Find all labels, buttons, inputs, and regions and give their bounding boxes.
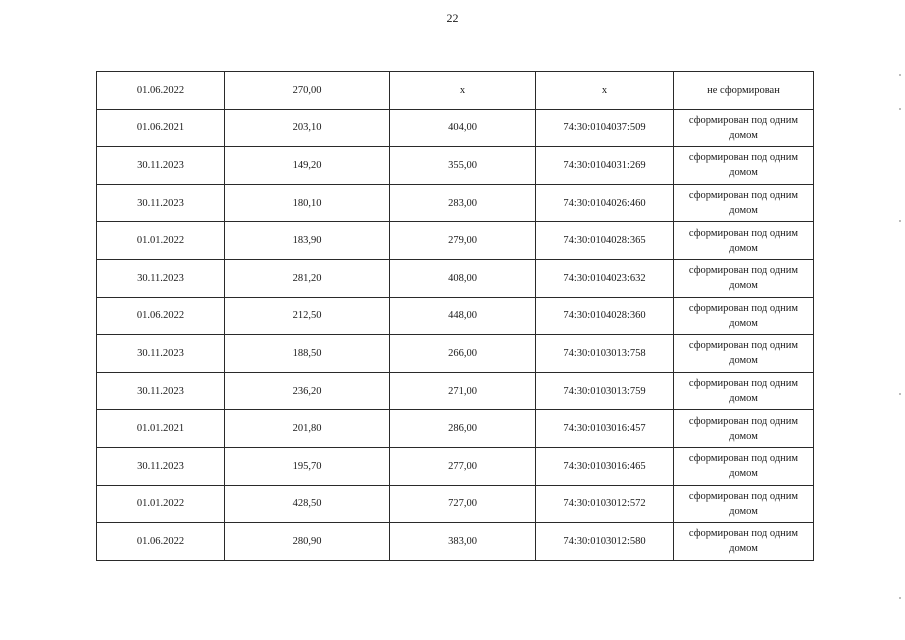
cell-value-1: 201,80 <box>225 410 390 448</box>
cell-cadastral-number: 74:30:0103012:580 <box>536 523 674 561</box>
cell-value-1: 149,20 <box>225 147 390 185</box>
table-row <box>97 72 814 110</box>
cell-status <box>674 447 814 485</box>
cell-date: 01.06.2021 <box>97 109 225 147</box>
cell-value-1: 236,20 <box>225 372 390 410</box>
cell-value-2: 286,00 <box>390 410 536 448</box>
page-number: 22 <box>446 11 459 25</box>
data-table <box>96 71 814 561</box>
table-row <box>97 410 814 448</box>
cell-cadastral-number: 74:30:0104028:365 <box>536 222 674 260</box>
table-row <box>97 222 814 260</box>
cell-cadastral-number: 74:30:0104037:509 <box>536 109 674 147</box>
cell-value-1: 195,70 <box>225 447 390 485</box>
cell-value-1: 428,50 <box>225 485 390 523</box>
cell-date: 30.11.2023 <box>97 259 225 297</box>
status-text: сформирован под одним домом <box>688 114 799 141</box>
cell-status <box>674 297 814 335</box>
cell-status <box>674 147 814 185</box>
cell-status <box>674 72 814 110</box>
table-row <box>97 109 814 147</box>
cell-value-1: 188,50 <box>225 335 390 373</box>
status-text: сформирован под одним домом <box>688 302 799 329</box>
scan-edge-mark <box>899 74 901 76</box>
table-row <box>97 523 814 561</box>
cell-date: 01.01.2021 <box>97 410 225 448</box>
cell-date: 30.11.2023 <box>97 147 225 185</box>
status-text: сформирован под одним домом <box>688 415 799 442</box>
cell-value-2: 448,00 <box>390 297 536 335</box>
cell-cadastral-number: 74:30:0103013:758 <box>536 335 674 373</box>
cell-value-2: 727,00 <box>390 485 536 523</box>
cell-date: 30.11.2023 <box>97 335 225 373</box>
cell-value-1: 280,90 <box>225 523 390 561</box>
cell-cadastral-number: 74:30:0103016:457 <box>536 410 674 448</box>
cell-date: 01.01.2022 <box>97 222 225 260</box>
cell-date: 30.11.2023 <box>97 447 225 485</box>
cell-status <box>674 372 814 410</box>
cell-cadastral-number: 74:30:0104031:269 <box>536 147 674 185</box>
status-text: сформирован под одним домом <box>688 490 799 517</box>
table-row <box>97 259 814 297</box>
cell-cadastral-number: 74:30:0104026:460 <box>536 184 674 222</box>
table-row <box>97 335 814 373</box>
cell-status <box>674 335 814 373</box>
cell-status <box>674 184 814 222</box>
cell-cadastral-number: 74:30:0103013:759 <box>536 372 674 410</box>
cell-status <box>674 523 814 561</box>
cell-cadastral-number: 74:30:0104023:632 <box>536 259 674 297</box>
cell-value-2: 383,00 <box>390 523 536 561</box>
status-text: сформирован под одним домом <box>688 227 799 254</box>
scan-edge-mark <box>899 393 901 395</box>
status-text: сформирован под одним домом <box>688 340 799 367</box>
table-row <box>97 447 814 485</box>
table-row <box>97 372 814 410</box>
cell-status <box>674 259 814 297</box>
status-text: сформирован под одним домом <box>688 453 799 480</box>
cell-value-1: 281,20 <box>225 259 390 297</box>
cell-status <box>674 485 814 523</box>
cell-cadastral-number: 74:30:0104028:360 <box>536 297 674 335</box>
cell-value-2: 283,00 <box>390 184 536 222</box>
cell-cadastral-number: 74:30:0103012:572 <box>536 485 674 523</box>
data-table-body <box>97 72 814 561</box>
status-text: сформирован под одним домом <box>688 190 799 217</box>
cell-date: 01.06.2022 <box>97 523 225 561</box>
cell-date: 30.11.2023 <box>97 372 225 410</box>
table-row <box>97 297 814 335</box>
cell-date: 01.06.2022 <box>97 297 225 335</box>
cell-value-1: 180,10 <box>225 184 390 222</box>
cell-status <box>674 109 814 147</box>
cell-value-2: х <box>390 72 536 110</box>
cell-value-2: 404,00 <box>390 109 536 147</box>
status-text: сформирован под одним домом <box>688 152 799 179</box>
cell-value-2: 355,00 <box>390 147 536 185</box>
status-text: сформирован под одним домом <box>688 378 799 405</box>
scan-edge-mark <box>899 220 901 222</box>
cell-value-2: 279,00 <box>390 222 536 260</box>
cell-date: 01.06.2022 <box>97 72 225 110</box>
scan-edge-mark <box>899 597 901 599</box>
cell-value-2: 277,00 <box>390 447 536 485</box>
cell-date: 01.01.2022 <box>97 485 225 523</box>
cell-value-1: 270,00 <box>225 72 390 110</box>
cell-status <box>674 222 814 260</box>
cell-value-2: 271,00 <box>390 372 536 410</box>
cell-status <box>674 410 814 448</box>
table-row <box>97 147 814 185</box>
cell-value-1: 212,50 <box>225 297 390 335</box>
cell-cadastral-number: х <box>536 72 674 110</box>
cell-value-1: 203,10 <box>225 109 390 147</box>
status-text: сформирован под одним домом <box>688 528 799 555</box>
cell-cadastral-number: 74:30:0103016:465 <box>536 447 674 485</box>
cell-date: 30.11.2023 <box>97 184 225 222</box>
status-text: сформирован под одним домом <box>688 265 799 292</box>
cell-value-2: 408,00 <box>390 259 536 297</box>
table-row <box>97 485 814 523</box>
cell-value-2: 266,00 <box>390 335 536 373</box>
table-row <box>97 184 814 222</box>
status-text: не сформирован <box>707 84 780 96</box>
scan-edge-mark <box>899 108 901 110</box>
cell-value-1: 183,90 <box>225 222 390 260</box>
